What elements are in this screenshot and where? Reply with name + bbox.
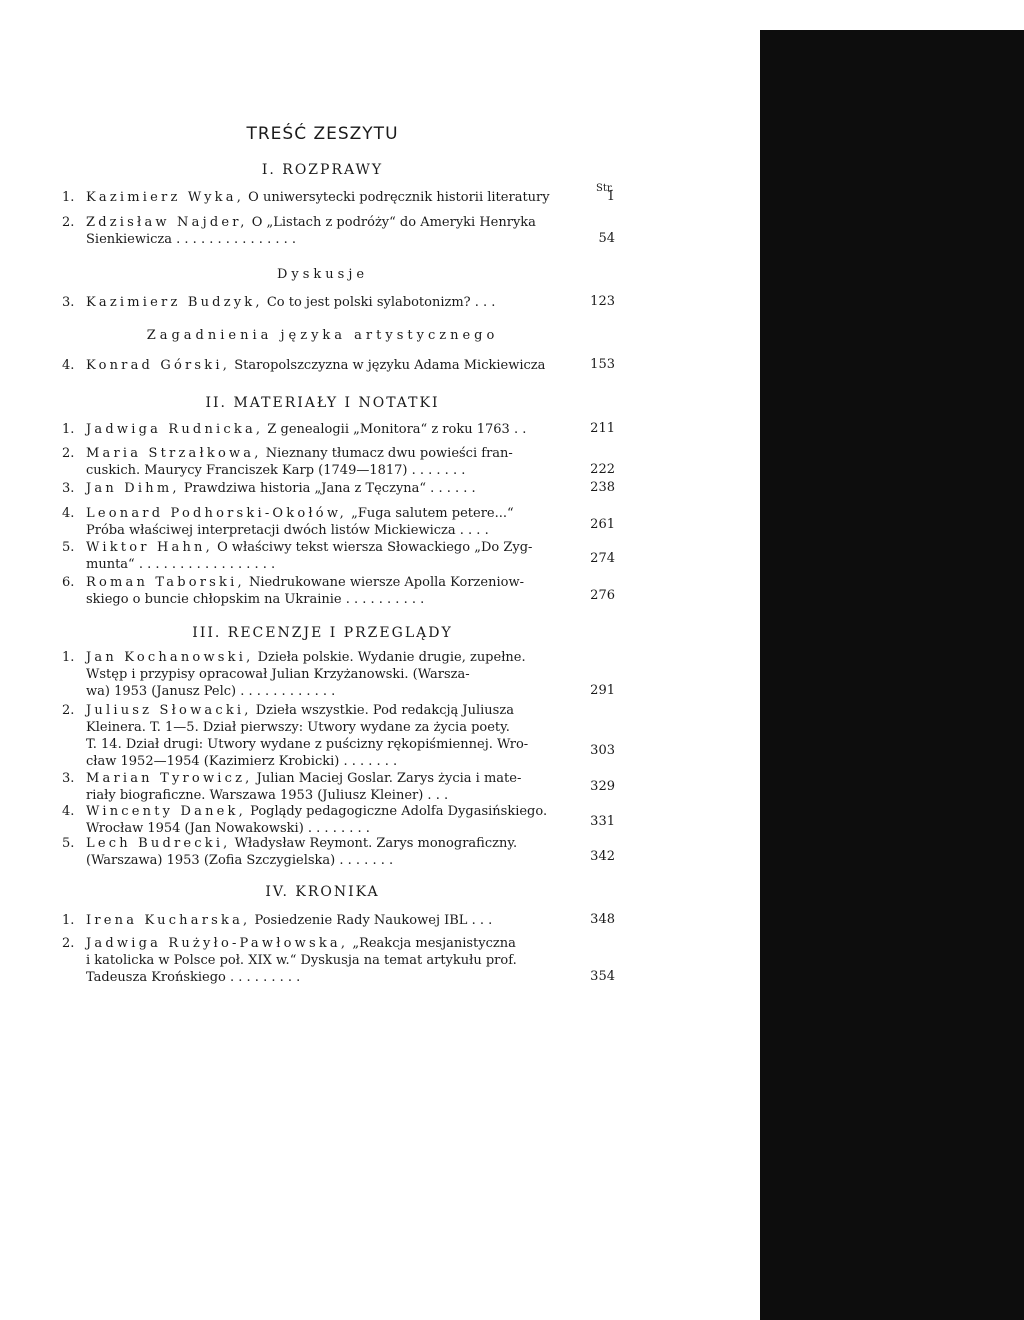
entry-title-line: Tadeusza Krońskiego . . . . . . . . . bbox=[86, 970, 301, 985]
toc-entry bbox=[62, 421, 602, 438]
entry-title-line: Wstęp i przypisy opracował Julian Krzyżanowski. (Warsza- bbox=[86, 667, 470, 682]
entry-author: Jan Dihm, bbox=[86, 481, 180, 496]
entry-title-line: O „Listach z podróży“ do Ameryki Henryka bbox=[251, 215, 536, 230]
toc-entry bbox=[62, 445, 602, 479]
entry-title-line: Dzieła polskie. Wydanie drugie, zupełne. bbox=[257, 650, 526, 665]
toc-entry bbox=[62, 770, 602, 804]
section-heading-materialy: II. MATERIAŁY I NOTATKI bbox=[205, 395, 440, 411]
toc-entry bbox=[62, 480, 602, 497]
entry-page-number: 261 bbox=[590, 517, 615, 532]
entry-title-line: Co to jest polski sylabotonizm? . . . bbox=[266, 295, 496, 310]
toc-entry bbox=[62, 912, 602, 929]
entry-title-line: T. 14. Dział drugi: Utwory wydane z puścizny rękopiśmiennej. Wro- bbox=[86, 737, 529, 752]
toc-entry bbox=[62, 649, 602, 700]
entry-title-line: Julian Maciej Goslar. Zarys życia i mate- bbox=[256, 771, 522, 786]
entry-page-number: 274 bbox=[590, 551, 615, 566]
entry-page-number: 123 bbox=[590, 294, 615, 309]
entry-page-number: 1 bbox=[606, 189, 615, 204]
entry-author: Wiktor Hahn, bbox=[86, 540, 213, 555]
entry-page-number: 348 bbox=[590, 912, 615, 927]
entry-number: 4. bbox=[62, 506, 75, 521]
entry-author: Juliusz Słowacki, bbox=[86, 703, 252, 718]
entry-number: 2. bbox=[62, 936, 75, 951]
entry-number: 1. bbox=[62, 650, 75, 665]
entry-title-line: Staropolszczyzna w języku Adama Mickiewicza bbox=[234, 358, 546, 373]
toc-entry bbox=[62, 803, 602, 837]
entry-author: Lech Budrecki, bbox=[86, 836, 231, 851]
toc-entry bbox=[62, 539, 602, 573]
entry-author: Leonard Podhorski-Okołów, bbox=[86, 506, 347, 521]
page-column-label: Str. bbox=[596, 183, 614, 194]
entry-title-line: Nieznany tłumacz dwu powieści fran- bbox=[265, 446, 513, 461]
toc-entry bbox=[62, 835, 602, 869]
entry-page-number: 354 bbox=[590, 969, 615, 984]
toc-entry bbox=[62, 574, 602, 608]
entry-page-number: 342 bbox=[590, 849, 615, 864]
entry-number: 3. bbox=[62, 481, 75, 496]
entry-number: 2. bbox=[62, 215, 75, 230]
entry-number: 5. bbox=[62, 540, 75, 555]
entry-title-line: cuskich. Maurycy Franciszek Karp (1749—1817) . . . . . . . bbox=[86, 463, 466, 478]
entry-number: 2. bbox=[62, 703, 75, 718]
entry-title-line: (Warszawa) 1953 (Zofia Szczygielska) . . . . . . . bbox=[86, 853, 394, 868]
entry-author: Marian Tyrowicz, bbox=[86, 771, 253, 786]
entry-title-line: riały biograficzne. Warszawa 1953 (Juliusz Kleiner) . . . bbox=[86, 788, 449, 803]
entry-author: Irena Kucharska, bbox=[86, 913, 251, 928]
entry-author: Jadwiga Rudnicka, bbox=[86, 422, 264, 437]
entry-title-line: Niedrukowane wiersze Apolla Korzeniow- bbox=[248, 575, 524, 590]
section-heading-rozprawy: I. ROZPRAWY bbox=[261, 162, 384, 178]
entry-author: Roman Taborski, bbox=[86, 575, 245, 590]
toc-entry bbox=[62, 294, 602, 311]
entry-author: Kazimierz Budzyk, bbox=[86, 295, 263, 310]
subsection-heading-dyskusje: Dyskusje bbox=[276, 267, 369, 282]
entry-title-line: Próba właściwej interpretacji dwóch listów Mickiewicza . . . . bbox=[86, 523, 489, 538]
page-title: TREŚĆ ZESZYTU bbox=[246, 124, 399, 144]
entry-page-number: 329 bbox=[590, 779, 615, 794]
toc-entry bbox=[62, 505, 602, 539]
entry-title-line: munta“ . . . . . . . . . . . . . . . . . bbox=[86, 557, 276, 572]
entry-number: 6. bbox=[62, 575, 75, 590]
toc-entry bbox=[62, 214, 602, 248]
entry-page-number: 331 bbox=[590, 814, 615, 829]
entry-page-number: 276 bbox=[590, 588, 615, 603]
entry-title-line: Z genealogii „Monitora“ z roku 1763 . . bbox=[267, 422, 527, 437]
entry-title-line: cław 1952—1954 (Kazimierz Krobicki) . . . . . . . bbox=[86, 754, 398, 769]
entry-page-number: 303 bbox=[590, 743, 615, 758]
toc-entry bbox=[62, 935, 602, 986]
entry-number: 4. bbox=[62, 358, 75, 373]
entry-number: 1. bbox=[62, 190, 75, 205]
entry-title-line: Władysław Reymont. Zarys monograficzny. bbox=[234, 836, 518, 851]
scan-black-margin bbox=[760, 30, 1024, 1320]
entry-number: 3. bbox=[62, 771, 75, 786]
entry-title-line: Wrocław 1954 (Jan Nowakowski) . . . . . . . . bbox=[86, 821, 370, 836]
entry-page-number: 54 bbox=[598, 231, 615, 246]
entry-page-number: 222 bbox=[590, 462, 615, 477]
entry-author: Maria Strzałkowa, bbox=[86, 446, 262, 461]
entry-number: 3. bbox=[62, 295, 75, 310]
entry-number: 1. bbox=[62, 913, 75, 928]
entry-title-line: „Reakcja mesjanistyczna bbox=[352, 936, 516, 951]
entry-author: Konrad Górski, bbox=[86, 358, 231, 373]
entry-title-line: Kleinera. T. 1—5. Dział pierwszy: Utwory wydane za życia poety. bbox=[86, 720, 510, 735]
entry-author: Jadwiga Rużyło-Pawłowska, bbox=[86, 936, 349, 951]
entry-title-line: Dzieła wszystkie. Pod redakcją Juliusza bbox=[255, 703, 514, 718]
entry-title-line: „Fuga salutem petere...“ bbox=[351, 506, 514, 521]
entry-title-line: Poglądy pedagogiczne Adolfa Dygasińskiego. bbox=[250, 804, 548, 819]
toc-entry bbox=[62, 702, 602, 770]
entry-author: Wincenty Danek, bbox=[86, 804, 246, 819]
entry-page-number: 238 bbox=[590, 480, 615, 495]
entry-title-line: i katolicka w Polsce poł. XIX w.“ Dyskusja na temat artykułu prof. bbox=[86, 953, 517, 968]
entry-author: Zdzisław Najder, bbox=[86, 215, 248, 230]
toc-entry bbox=[62, 189, 602, 206]
subsection-heading-zagadnienia: Zagadnienia języka artystycznego bbox=[146, 328, 499, 343]
entry-title-line: Prawdziwa historia „Jana z Tęczyna“ . . . . . . bbox=[183, 481, 476, 496]
entry-number: 4. bbox=[62, 804, 75, 819]
section-heading-recenzje: III. RECENZJE I PRZEGLĄDY bbox=[192, 625, 453, 641]
entry-page-number: 291 bbox=[590, 683, 615, 698]
entry-title-line: Posiedzenie Rady Naukowej IBL . . . bbox=[254, 913, 493, 928]
entry-title-line: O uniwersytecki podręcznik historii literatury bbox=[248, 190, 550, 205]
entry-page-number: 211 bbox=[590, 421, 615, 436]
entry-page-number: 153 bbox=[590, 357, 615, 372]
entry-author: Jan Kochanowski, bbox=[86, 650, 254, 665]
entry-author: Kazimierz Wyka, bbox=[86, 190, 245, 205]
entry-number: 5. bbox=[62, 836, 75, 851]
entry-title-line: Sienkiewicza . . . . . . . . . . . . . . . bbox=[86, 232, 296, 247]
entry-title-line: O właściwy tekst wiersza Słowackiego „Do Zyg- bbox=[217, 540, 533, 555]
entry-number: 1. bbox=[62, 422, 75, 437]
entry-title-line: skiego o buncie chłopskim na Ukrainie . . . . . . . . . . bbox=[86, 592, 425, 607]
toc-entry bbox=[62, 357, 602, 374]
section-heading-kronika: IV. KRONIKA bbox=[265, 884, 380, 900]
entry-title-line: wa) 1953 (Janusz Pelc) . . . . . . . . . . . . bbox=[86, 684, 336, 699]
entry-number: 2. bbox=[62, 446, 75, 461]
